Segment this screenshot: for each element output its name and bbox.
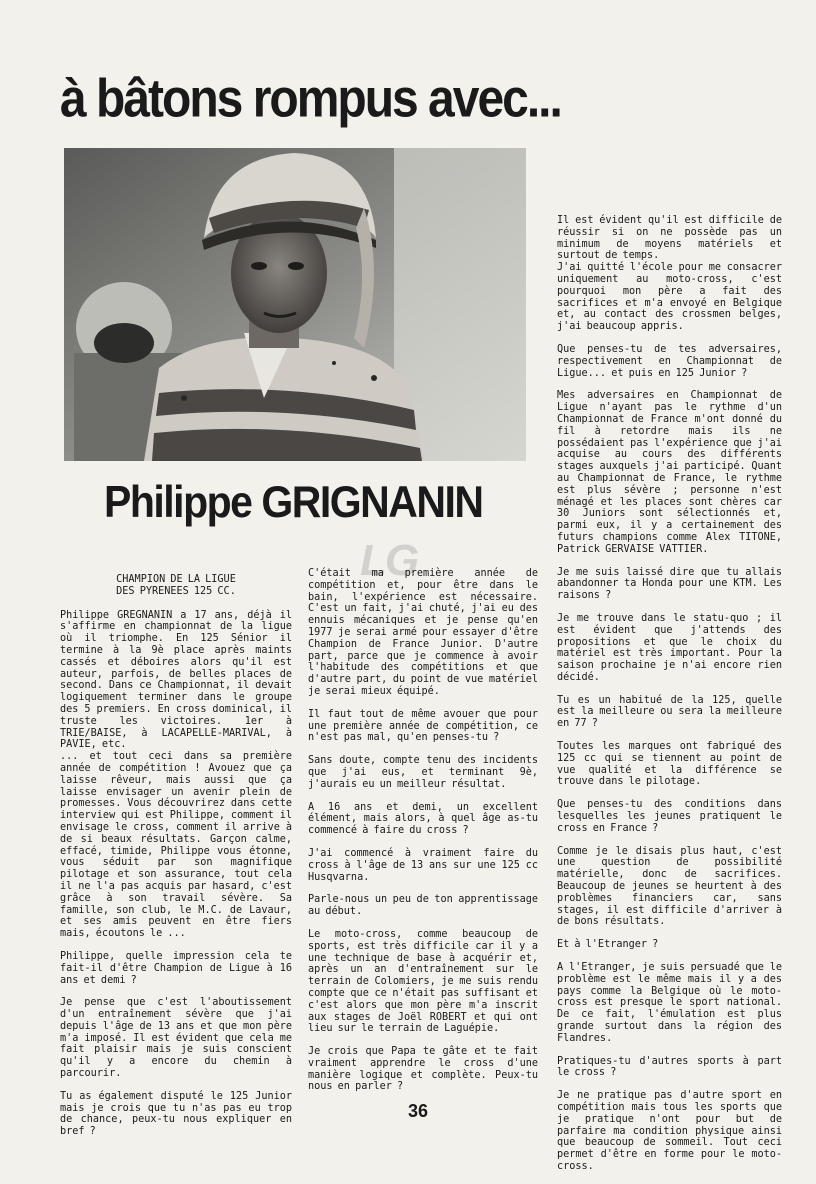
question: Philippe, quelle impression cela te fait-il d'être Champion de Ligue à 16 ans et demi ? bbox=[60, 950, 292, 986]
interviewee-name: Philippe GRIGNANIN bbox=[104, 477, 483, 527]
article-caption: CHAMPION DE LA LIGUE DES PYRENEES 125 CC. bbox=[116, 574, 236, 597]
paragraph: Sans doute, compte tenu des incidents que j'ai eus, et terminant 9è, j'aurais eu un meilleur résultat. bbox=[308, 755, 538, 790]
question: Parle-nous un peu de ton apprentissage au début. bbox=[308, 894, 538, 918]
question: Tu as également disputé le 125 Junior mais je crois que tu n'as pas eu trop de chance, peux-tu nous expliquer en bref ? bbox=[60, 1090, 292, 1138]
paragraph: Je ne pratique pas d'autre sport en compétition mais tous les sports que je pratique n'ont pour but de parfaire ma condition physique ainsi que beaucoup de sommeil. Tout ceci permet d'être en forme pour le moto-cross. bbox=[557, 1090, 782, 1172]
paragraph: A l'Etranger, je suis persuadé que le problème est le même mais il y a des pays comme la Belgique où le moto-cross est presque le sport national. De ce fait, l'émulation est plus grande surtout dans la région des Flandres. bbox=[557, 962, 782, 1044]
question: Tu es un habitué de la 125, quelle est la meilleure ou sera la meilleure en 77 ? bbox=[557, 694, 782, 730]
article-column-2 bbox=[308, 568, 538, 1104]
paragraph: Il est évident qu'il est difficile de réussir si on ne possède pas un minimum de moyens matériels et surtout de temps. J'ai quitté l'école pour me consacrer uniquement au moto-cross, c'est pourquoi mon père a fait des sacrifices et m'a envoyé en Belgique et, au contact des crossmen belges, j'ai beaucoup appris. bbox=[557, 215, 782, 333]
paragraph: Comme je le disais plus haut, c'est une question de possibilité matérielle, donc de sacrifices. Beaucoup de jeunes se heurtent à des problèmes financiers car, sans stages, il est difficile d'arriver à de bons résultats. bbox=[557, 845, 782, 928]
paragraph: Je me trouve dans le statu-quo ; il est évident que j'attends des propositions et que le choix du matériel est très important. Pour la saison prochaine je n'ai encore rien décidé. bbox=[557, 612, 782, 683]
question: A 16 ans et demi, un excellent élément, mais alors, à quel âge as-tu commencé à faire du cross ? bbox=[308, 801, 538, 837]
paragraph: Toutes les marques ont fabriqué des 125 cc qui se tiennent au point de vue qualité et la différence se trouve dans le pilotage. bbox=[557, 741, 782, 788]
question: Je me suis laissé dire que tu allais abandonner ta Honda pour une KTM. Les raisons ? bbox=[557, 566, 782, 602]
question: Pratiques-tu d'autres sports à part le cross ? bbox=[557, 1055, 782, 1079]
paragraph: Je pense que c'est l'aboutissement d'un entraînement sévère que j'ai depuis l'âge de 13 ans et que mon père m'a imposé. Il est évident que cela me fait plaisir mais je suis conscient qu'il y a encore du chemin à parcourir. bbox=[60, 997, 292, 1080]
page-number: 36 bbox=[407, 1101, 429, 1121]
question: Je crois que Papa te gâte et te fait vraiment apprendre le cross d'une manière logique et complète. Peux-tu nous en parler ? bbox=[308, 1046, 538, 1093]
paragraph: Philippe GREGNANIN a 17 ans, déjà il s'affirme en championnat de la ligue où il triomphe. En 125 Sénior il termine à la 9è place après maints cassés et déboires alors qu'il est auteur, parfois, de belles places de second. Dans ce Championnat, il devait logiquement terminer dans le groupe des 5 premiers. En cross dominical, il truste les victoires. 1er à TRIE/BAISE, à LACAPELLE-MARIVAL, à PAVIE, etc. ... et tout ceci dans sa première année de compétition ! Avouez que ça laisse rêveur, mais aussi que ça laisse envisager un avenir plein de promesses. Vous découvrirez dans cette interview qui est Philippe, comment il envisage le cross, comment il arrive à de si beaux résultats. Garçon calme, effacé, timide, Philippe vous étonne, vous séduit par son magnifique pilotage et son assurance, tout cela il ne l'a pas acquis par hasard, c'est grâce à son travail sévère. Sa famille, son club, le M.C. de Lavaur, et ses amis peuvent en être fiers mais, écoutons le ... bbox=[60, 609, 292, 940]
question: Il faut tout de même avouer que pour une première année de compétition, ce n'est pas mal, qu'en penses-tu ? bbox=[308, 708, 538, 744]
article-column-1 bbox=[60, 574, 292, 1149]
rider-photo-illustration bbox=[64, 148, 526, 461]
page-title: à bâtons rompus avec... bbox=[60, 69, 561, 129]
rider-photo bbox=[64, 148, 526, 461]
paragraph: Le moto-cross, comme beaucoup de sports, est très difficile car il y a une technique de base à acquérir et, après un an d'entraînement sur le terrain de Colomiers, je me suis rendu compte que ce n'était pas suffisant et c'est alors que mon père m'a inscrit aux stages de Joël ROBERT et qui ont lieu sur le terrain de Laguépie. bbox=[308, 928, 538, 1035]
paragraph: C'était ma première année de compétition et, pour être dans le bain, l'expérience est nécessaire. C'est un fait, j'ai chuté, j'ai eu des ennuis mécaniques et je pense qu'en 1977 je serai armé pour essayer d'être Champion de France Junior. D'autre part, parce que je commence à avoir l'habitude des compétitions et que d'autre part, du point de vue matériel je serai mieux équipé. bbox=[308, 568, 538, 697]
question: Que penses-tu de tes adversaires, respectivement en Championnat de Ligue... et puis en 125 Junior ? bbox=[557, 343, 782, 379]
paragraph: Mes adversaires en Championnat de Ligue n'ayant pas le rythme d'un Championnat de France m'ont donné du fil à retordre mais ils ne possédaient pas l'expérience que j'ai acquise au cours des différents stages auxquels j'ai participé. Quant au Championnat de France, le rythme est plus sévère ; personne n'est ménagé et les places sont chères car 30 Juniors sont sélectionnés et, parmi eux, il y a certainement des futurs champions comme Alex TITONE, Patrick GERVAISE VATTIER. bbox=[557, 390, 782, 555]
article-column-3 bbox=[557, 215, 782, 1184]
question: Et à l'Etranger ? bbox=[557, 939, 659, 951]
paragraph: J'ai commencé à vraiment faire du cross à l'âge de 13 ans sur une 125 cc Husqvarna. bbox=[308, 847, 538, 883]
question: Que penses-tu des conditions dans lesquelles les jeunes pratiquent le cross en France ? bbox=[557, 799, 782, 834]
watermark-logo: LG bbox=[360, 536, 418, 585]
